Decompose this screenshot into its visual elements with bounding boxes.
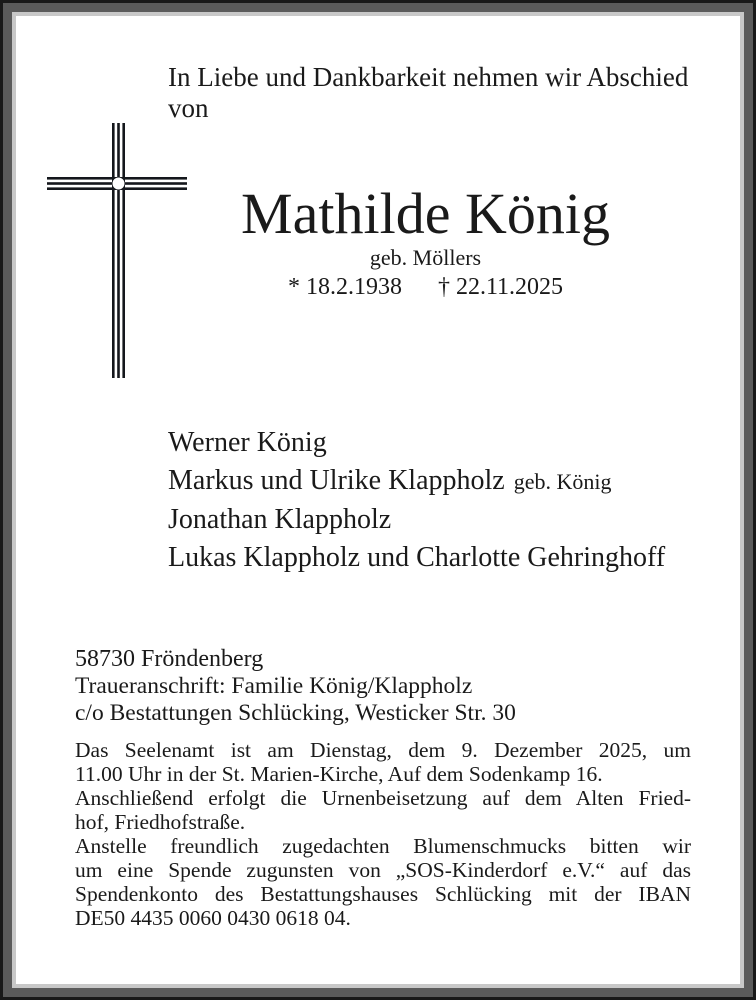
mourner-name: Markus und Ulrike Klappholz [168, 465, 505, 496]
death-date: † 22.11.2025 [437, 274, 564, 300]
mourner-line [168, 424, 713, 462]
intro-text: In Liebe und Dankbarkeit nehmen wir Abschied von [168, 62, 689, 123]
maiden-name: geb. Möllers [369, 245, 482, 270]
mourner-line [168, 539, 713, 577]
announcement-line: Anschließend erfolgt die Urnenbeisetzung auf dem Alten Fried- [75, 786, 691, 810]
life-dates [168, 272, 683, 302]
announcement-line: DE50 4435 0060 0430 0618 04. [75, 906, 351, 930]
mourner-name: Werner König [168, 427, 327, 458]
announcement-line: Spendenkonto des Bestattungshauses Schlücking mit der IBAN [75, 882, 691, 906]
announcement-line: Anstelle freundlich zugedachten Blumenschmucks bitten wir [75, 834, 691, 858]
address-line: Traueranschrift: Familie König/Klappholz [75, 673, 473, 699]
deceased-block [168, 179, 683, 302]
announcement-line: Das Seelenamt ist am Dienstag, dem 9. Dezember 2025, um [75, 738, 691, 762]
announcement-line: um eine Spende zugunsten von „SOS-Kinderdorf e.V.“ auf das [75, 858, 691, 882]
mourners-list [168, 424, 713, 577]
deceased-name: Mathilde König [241, 181, 610, 246]
mourner-suffix: geb. König [513, 469, 612, 494]
announcement-line: 11.00 Uhr in der St. Marien-Kirche, Auf dem Sodenkamp 16. [75, 762, 603, 786]
address-city: 58730 Fröndenberg [75, 646, 264, 672]
memorial-cross-icon [47, 123, 187, 378]
mourner-line [168, 462, 713, 501]
notice-frame-light [12, 12, 744, 988]
address-block [75, 646, 635, 727]
mourner-name: Lukas Klappholz und Charlotte Gehringhoff [168, 542, 666, 573]
birth-date: * 18.2.1938 [287, 274, 402, 300]
notice-frame-mid [3, 3, 753, 997]
announcement-text [75, 738, 691, 930]
address-line: c/o Bestattungen Schlücking, Westicker Str. 30 [75, 700, 516, 726]
mourner-line [168, 501, 713, 539]
announcement-line: hof, Friedhofstraße. [75, 810, 246, 834]
obituary-notice [16, 16, 740, 984]
mourner-name: Jonathan Klappholz [168, 504, 392, 535]
